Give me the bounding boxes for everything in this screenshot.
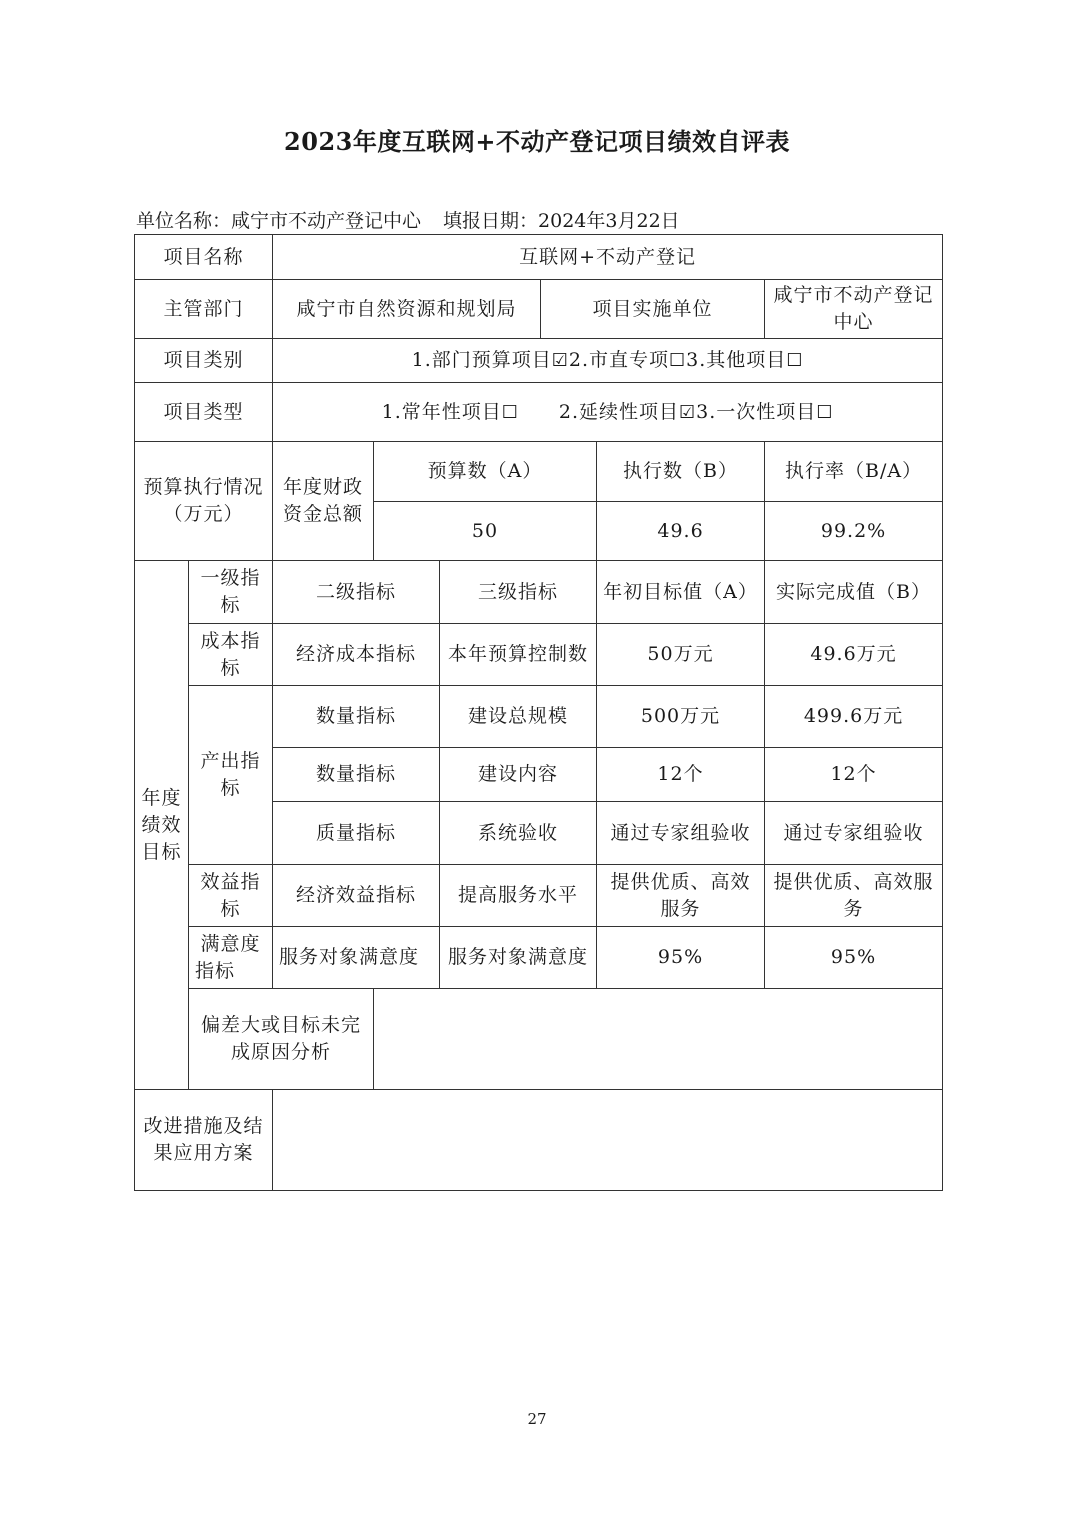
checked-box-icon: ☑ xyxy=(679,401,697,423)
row-budget-header xyxy=(135,442,943,502)
level1-satisfaction: 满意度指标 xyxy=(189,927,273,989)
deviation-label: 偏差大或目标未完成原因分析 xyxy=(189,989,374,1090)
header-target: 年初目标值（A） xyxy=(597,561,765,624)
improvement-value xyxy=(273,1090,943,1191)
page-number: 27 xyxy=(527,1410,547,1428)
actual-cell: 49.6万元 xyxy=(765,624,943,686)
header-actual: 实际完成值（B） xyxy=(765,561,943,624)
table-row xyxy=(135,865,943,927)
budget-val-a: 50 xyxy=(374,502,597,561)
table-row xyxy=(135,927,943,989)
checked-box-icon: ☑ xyxy=(551,350,569,371)
level3-cell: 建设内容 xyxy=(440,748,597,802)
evaluation-table xyxy=(134,234,943,1191)
target-cell: 通过专家组验收 xyxy=(597,802,765,865)
goals-label: 年度绩效目标 xyxy=(135,561,189,1090)
row-department xyxy=(135,280,943,339)
unit-label: 单位名称： xyxy=(136,210,232,232)
level3-cell: 本年预算控制数 xyxy=(440,624,597,686)
project-name-label: 项目名称 xyxy=(135,235,273,280)
category-option-1: 1.部门预算项目 xyxy=(411,349,552,371)
impl-unit-label: 项目实施单位 xyxy=(541,280,765,339)
target-cell: 50万元 xyxy=(597,624,765,686)
project-name-value: 互联网+不动产登记 xyxy=(273,235,943,280)
budget-col-a: 预算数（A） xyxy=(374,442,597,502)
budget-val-rate: 99.2% xyxy=(765,502,943,561)
actual-cell: 12个 xyxy=(765,748,943,802)
unit-info-line xyxy=(136,206,680,233)
level2-cell: 经济成本指标 xyxy=(273,624,440,686)
department-value: 咸宁市自然资源和规划局 xyxy=(273,280,541,339)
level2-cell: 经济效益指标 xyxy=(273,865,440,927)
category-option-3: 3.其他项目 xyxy=(686,349,787,371)
header-level1: 一级指标 xyxy=(189,561,273,624)
level2-cell: 质量指标 xyxy=(273,802,440,865)
date-label: 填报日期： xyxy=(443,210,539,232)
row-project-name xyxy=(135,235,943,280)
row-goals-header xyxy=(135,561,943,624)
category-option-2: 2.市直专项 xyxy=(568,349,670,371)
budget-label: 预算执行情况（万元） xyxy=(135,442,273,561)
target-cell: 提供优质、高效服务 xyxy=(597,865,765,927)
type-options xyxy=(273,383,943,442)
budget-val-b: 49.6 xyxy=(597,502,765,561)
impl-unit-value: 咸宁市不动产登记中心 xyxy=(765,280,943,339)
level2-cell: 服务对象满意度 xyxy=(273,927,440,989)
level2-cell: 数量指标 xyxy=(273,748,440,802)
category-label: 项目类别 xyxy=(135,339,273,383)
target-cell: 95% xyxy=(597,927,765,989)
row-deviation xyxy=(135,989,943,1090)
level3-cell: 系统验收 xyxy=(440,802,597,865)
deviation-value xyxy=(374,989,943,1090)
unchecked-box-icon: ☐ xyxy=(669,350,687,371)
level3-cell: 提高服务水平 xyxy=(440,865,597,927)
actual-cell: 499.6万元 xyxy=(765,686,943,748)
target-cell: 12个 xyxy=(597,748,765,802)
table-row xyxy=(135,624,943,686)
type-option-1: 1.常年性项目 xyxy=(381,400,502,423)
date-value: 2024年3月22日 xyxy=(538,210,680,232)
category-options xyxy=(273,339,943,383)
level1-cost: 成本指标 xyxy=(189,624,273,686)
budget-col-b: 执行数（B） xyxy=(597,442,765,502)
target-cell: 500万元 xyxy=(597,686,765,748)
improvement-label: 改进措施及结果应用方案 xyxy=(135,1090,273,1191)
actual-cell: 95% xyxy=(765,927,943,989)
row-category xyxy=(135,339,943,383)
level3-cell: 建设总规模 xyxy=(440,686,597,748)
type-option-2: 2.延续性项目 xyxy=(558,400,680,423)
budget-col-rate: 执行率（B/A） xyxy=(765,442,943,502)
level1-benefit: 效益指标 xyxy=(189,865,273,927)
actual-cell: 通过专家组验收 xyxy=(765,802,943,865)
unchecked-box-icon: ☐ xyxy=(816,401,834,423)
header-level2: 二级指标 xyxy=(273,561,440,624)
unchecked-box-icon: ☐ xyxy=(501,401,519,423)
actual-cell: 提供优质、高效服务 xyxy=(765,865,943,927)
level3-cell: 服务对象满意度 xyxy=(440,927,597,989)
type-label: 项目类型 xyxy=(135,383,273,442)
page-title: 2023年度互联网+不动产登记项目绩效自评表 xyxy=(284,127,790,156)
table-row xyxy=(135,686,943,748)
level2-cell: 数量指标 xyxy=(273,686,440,748)
unchecked-box-icon: ☐ xyxy=(786,350,804,371)
funds-label: 年度财政资金总额 xyxy=(273,442,374,561)
row-type xyxy=(135,383,943,442)
department-label: 主管部门 xyxy=(135,280,273,339)
type-option-3: 3.一次性项目 xyxy=(696,400,817,423)
unit-value: 咸宁市不动产登记中心 xyxy=(231,210,422,232)
level1-output: 产出指标 xyxy=(189,686,273,865)
header-level3: 三级指标 xyxy=(440,561,597,624)
row-improvement xyxy=(135,1090,943,1191)
